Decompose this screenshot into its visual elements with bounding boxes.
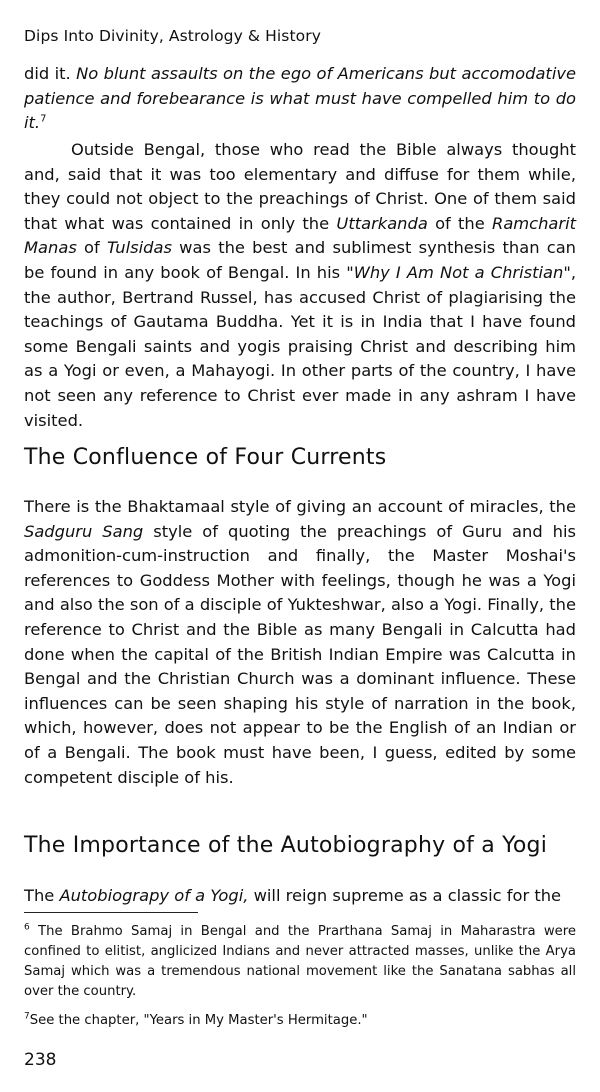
footnote-6 bbox=[24, 922, 576, 1002]
p4-italic-title: Autobiograpy of a Yogi, bbox=[59, 886, 249, 905]
p2-italic-ramcharit: Ramcharit Manas bbox=[24, 213, 576, 258]
p2-text-g: was the best and sublimest synthesis than can be found in any book of Bengal. In his bbox=[24, 238, 576, 282]
p3-italic-sadguru: Sadguru Sang bbox=[24, 521, 144, 541]
p1-lead: did it. bbox=[24, 64, 77, 83]
footnote-6-mark: 6 bbox=[24, 922, 30, 933]
section-heading-importance: The Importance of the Autobiography of a Yogi bbox=[24, 833, 548, 858]
p2-text-c: of the bbox=[427, 213, 492, 233]
p1-italic: No blunt assaults on the ego of Americans but accomodative patience and forebearance is what must have compelled him to do it. bbox=[24, 64, 576, 133]
footnote-7-text: See the chapter, "Years in My Master's Hermitage." bbox=[29, 1013, 368, 1028]
running-head: Dips Into Divinity, Astrology & History bbox=[24, 27, 321, 45]
section-heading-confluence: The Confluence of Four Currents bbox=[24, 445, 387, 470]
p2-italic-uttarkanda: Uttarkanda bbox=[336, 213, 428, 233]
p2-text-i: , the author, Bertrand Russel, has accused Christ of plagiarising the teachings of Gautama Buddha. Yet it is in India that I have found some Bengali saints and yogis praising Christ and describing him as a Yogi or even, a Mahayogi. In other parts of the country, I have not seen any reference to Christ ever made in any ashram I have visited. bbox=[24, 262, 576, 430]
p2-italic-book-title: "Why I Am Not a Christian" bbox=[346, 262, 571, 282]
p2-text-a: Outside Bengal, those who read the Bible always thought and, said that it was too elementary and diffuse for them while, they could not object to the preachings of Christ. One of them said that what was contained in only the bbox=[24, 140, 576, 233]
paragraph-1 bbox=[24, 62, 576, 136]
p3-text-a: There is the Bhaktamaal style of giving an account of miracles, the bbox=[24, 497, 576, 516]
page-number: 238 bbox=[24, 1050, 57, 1070]
paragraph-3 bbox=[24, 495, 576, 790]
p4-text-a: The bbox=[24, 886, 60, 905]
footnote-7 bbox=[24, 1011, 576, 1031]
p2-text-e: of bbox=[76, 238, 107, 258]
footnote-ref-7[interactable]: 7 bbox=[40, 113, 47, 125]
footnote-7-mark: 7 bbox=[24, 1011, 30, 1022]
p2-italic-tulsidas: Tulsidas bbox=[106, 238, 172, 258]
paragraph-4 bbox=[24, 884, 576, 909]
footnote-6-text: The Brahmo Samaj in Bengal and the Prarthana Samaj in Maharastra were confined to elitist, anglicized Indians and never attracted masses, unlike the Arya Samaj which was a tremendous national movement like the Sanatana sabhas all over the country. bbox=[24, 924, 576, 999]
footnote-divider bbox=[24, 912, 198, 913]
p4-text-c: will reign supreme as a classic for the bbox=[248, 886, 562, 905]
p3-text-c: style of quoting the preachings of Guru and his admonition-cum-instruction and finally, the Master Moshai's references to Goddess Mother with feelings, though he was a Yogi and also the son of a disciple of Yukteshwar, also a Yogi. Finally, the reference to Christ and the Bible as many Bengali in Calcutta had done when the capital of the British Indian Empire was Calcutta in Bengal and the Christian Church was a dominant influence. These influences can be seen shaping his style of narration in the book, which, however, does not appear to be the English of an Indian or of a Bengali. The book must have been, I guess, edited by some competent disciple of his. bbox=[24, 521, 576, 787]
paragraph-2 bbox=[24, 138, 576, 433]
